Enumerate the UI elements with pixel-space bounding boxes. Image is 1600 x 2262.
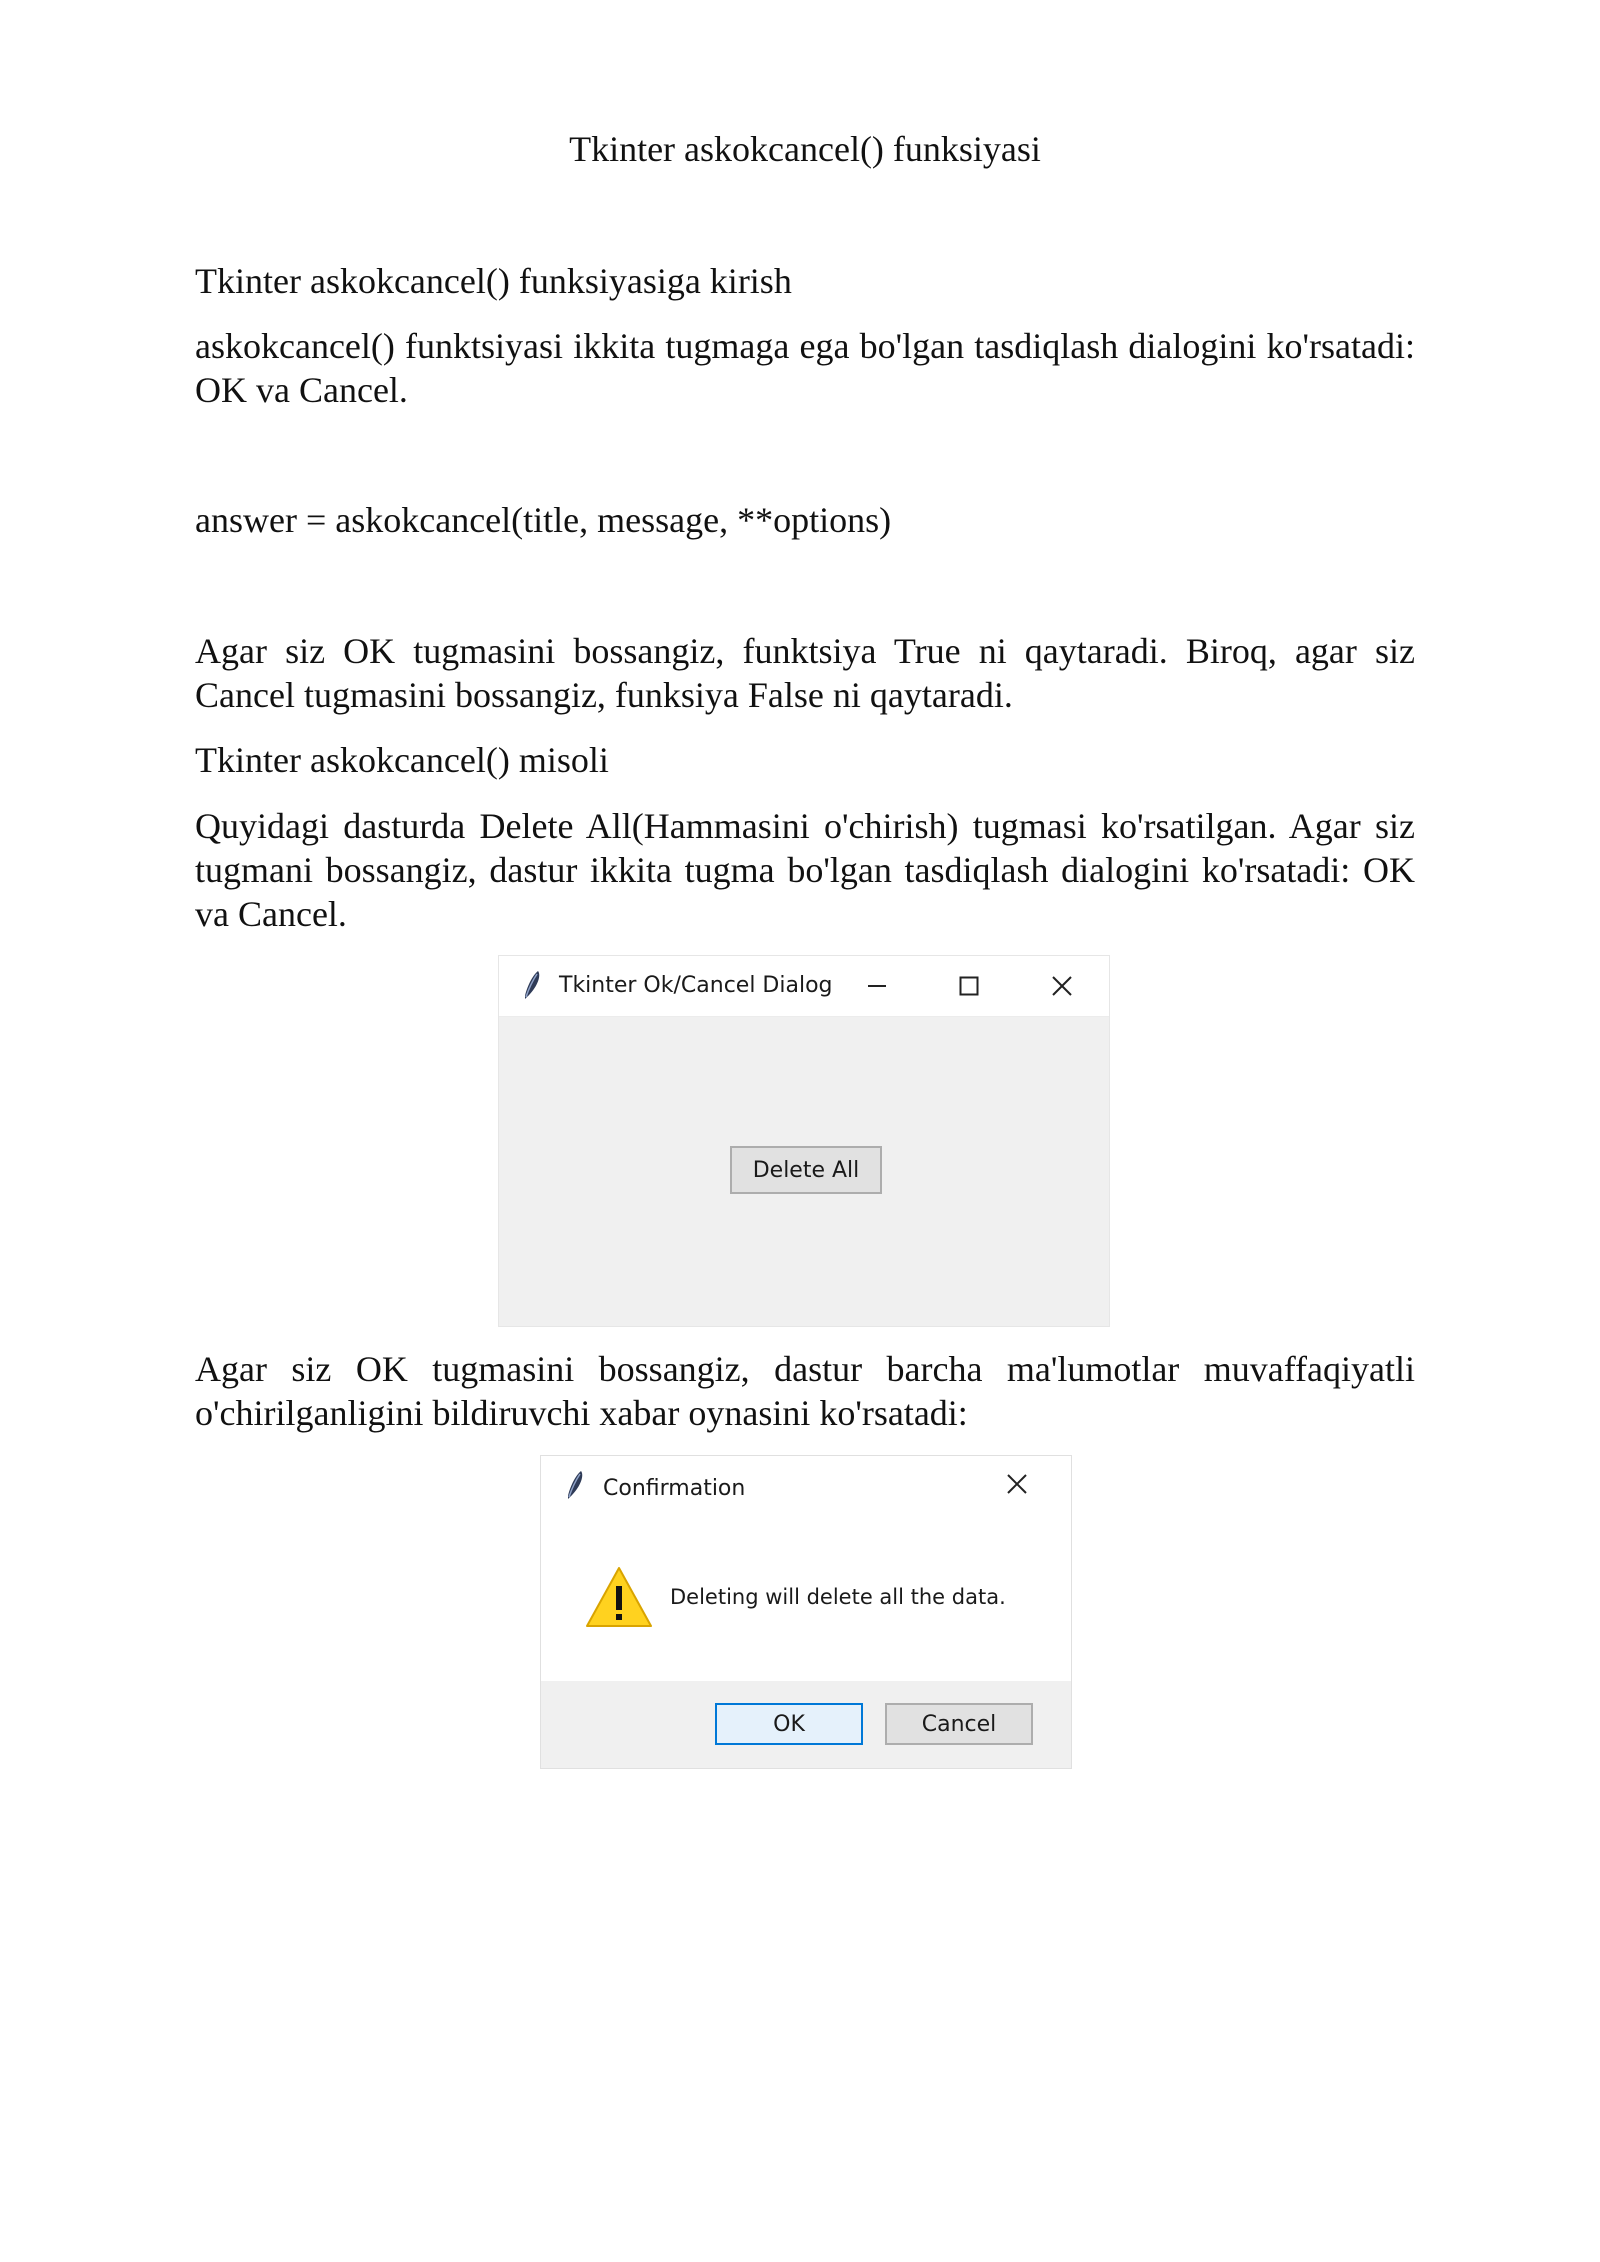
confirmation-dialog-screenshot — [540, 1455, 1072, 1769]
cancel-button[interactable]: Cancel — [885, 1703, 1033, 1745]
example-paragraph: Quyidagi dasturda Delete All(Hammasini o'chirish) tugmasi ko'rsatilgan. Agar siz tugmani bossangiz, dastur ikkita tugma bo'lgan tasdiqlash dialogini ko'rsatadi: OK va Cancel. — [195, 806, 1415, 934]
close-button[interactable] — [1042, 966, 1082, 1006]
dialog-title: Confirmation — [603, 1476, 746, 1501]
feather-icon — [564, 1470, 586, 1500]
window-titlebar — [499, 956, 1109, 1017]
minimize-icon — [867, 976, 887, 996]
dialog-message: Deleting will delete all the data. — [670, 1585, 1006, 1609]
minimize-button[interactable] — [857, 966, 897, 1006]
close-icon — [1006, 1473, 1028, 1495]
delete-all-button[interactable]: Delete All — [730, 1146, 882, 1194]
example-heading: Tkinter askokcancel() misoli — [195, 740, 609, 780]
maximize-button[interactable] — [949, 966, 989, 1006]
intro-paragraph: askokcancel() funktsiyasi ikkita tugmaga ega bo'lgan tasdiqlash dialogini ko'rsatadi: OK va Cancel. — [195, 326, 1415, 410]
warning-icon — [585, 1566, 653, 1628]
tkinter-window-screenshot — [498, 955, 1110, 1327]
maximize-icon — [959, 976, 979, 996]
document-title: Tkinter askokcancel() funksiyasi — [569, 129, 1041, 169]
code-line: answer = askokcancel(title, message, **options) — [195, 500, 892, 540]
after-paragraph: Agar siz OK tugmasini bossangiz, dastur barcha ma'lumotlar muvaffaqiyatli o'chirilganligini bildiruvchi xabar oynasini ko'rsatadi: — [195, 1349, 1415, 1433]
close-button[interactable] — [997, 1464, 1037, 1504]
intro-heading: Tkinter askokcancel() funksiyasiga kirish — [195, 261, 792, 301]
return-paragraph: Agar siz OK tugmasini bossangiz, funktsiya True ni qaytaradi. Biroq, agar siz Cancel tugmasini bossangiz, funksiya False ni qaytaradi. — [195, 631, 1415, 715]
close-icon — [1051, 975, 1073, 997]
ok-button[interactable]: OK — [715, 1703, 863, 1745]
dialog-button-bar — [541, 1681, 1071, 1768]
feather-icon — [521, 970, 543, 1000]
window-title: Tkinter Ok/Cancel Dialog — [559, 973, 833, 998]
